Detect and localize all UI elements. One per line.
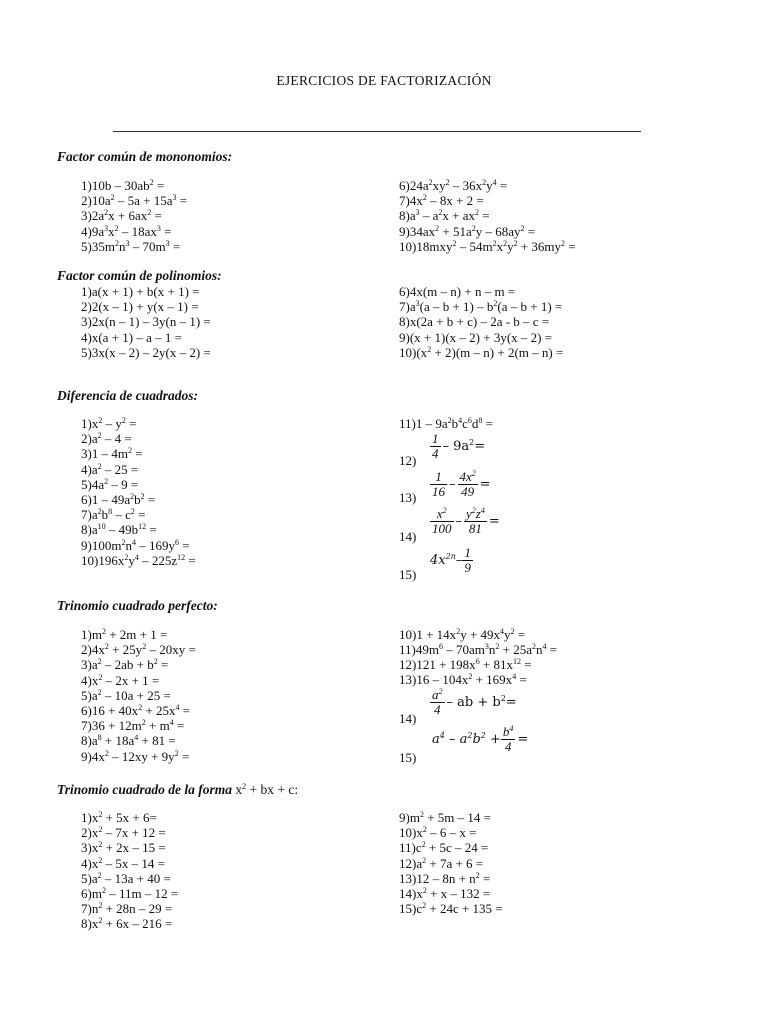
exercise-item [81, 416, 136, 431]
exercise-expression: $x^2 + 5x + 6=$ [91, 810, 157, 825]
exercise-item [81, 284, 200, 299]
exercise-number: 6) [399, 284, 410, 299]
exercise-number: 2) [81, 193, 92, 209]
exercise-item [399, 330, 552, 345]
exercise-item [399, 208, 490, 223]
exercise-number: 7) [81, 901, 92, 917]
exercise-item [81, 627, 167, 642]
exercise-item [399, 178, 507, 193]
exercise-expression: $a^3 - a^2x + ax^2$ = [409, 208, 490, 224]
exercise-number: 9) [399, 223, 410, 239]
exercise-number: 7) [399, 193, 410, 209]
exercise-number: 3) [81, 446, 92, 462]
exercise-number: 12) [399, 453, 417, 468]
exercise-number: 14) [399, 711, 417, 726]
exercise-item [81, 538, 190, 553]
exercise-item [81, 733, 176, 748]
exercise-number: 10) [81, 552, 99, 568]
exercise-number: 10) [399, 627, 417, 642]
exercise-number: 9) [81, 537, 92, 553]
exercise-item [81, 330, 182, 345]
exercise-expression: $16 + 40x^2 + 25x^4$ = [91, 703, 191, 718]
exercise-item [399, 871, 490, 886]
exercise-expression: $a^3(a - b + 1) - b^2(a - b + 1)$ = [409, 299, 563, 315]
exercise-expression: $4x^2 + 25y^2 - 20xy$ = [91, 642, 196, 658]
exercise-expression: $m^2 + 5m - 14$ = [409, 810, 491, 825]
exercise-item [81, 673, 159, 688]
exercise-number: 12) [399, 657, 417, 672]
exercise-expression: $a^2 - 10a + 25$ = [91, 687, 171, 703]
exercise-item [399, 529, 416, 544]
exercise-item [399, 314, 549, 329]
exercise-item [399, 657, 532, 672]
exercise-expression: $1 + 14x^2y + 49x^4y^2$ = [416, 627, 526, 642]
exercise-expression: $16 - 104x^2 + 169x^4$ = [416, 672, 527, 687]
exercise-expression: $10b - 30ab^2$ = [91, 178, 165, 193]
exercise-expression: $a^8 + 18a^4 + 81$ = [91, 733, 176, 749]
exercise-item [81, 553, 196, 568]
exercise-number: 14) [399, 529, 417, 544]
exercise-expression: $x^2 - 5x - 14$ = [91, 855, 165, 871]
exercise-expression: $34ax^2 + 51a^2y - 68ay^2$ = [409, 223, 536, 239]
formula-4-15: $a^4 - a^2b^2$ + $\frac{b^4}{4}$ = [432, 724, 529, 754]
exercise-expression: $n^2 + 28n - 29$ = [91, 901, 173, 917]
exercise-number: 13) [399, 672, 417, 687]
exercise-expression: x(a + 1) – a – 1 = [91, 329, 182, 345]
exercise-number: 8) [81, 522, 92, 538]
exercise-expression: 2(x – 1) + y(x – 1) = [91, 299, 199, 315]
exercise-expression: $a^2 + 7a + 6$ = [416, 855, 484, 871]
exercise-expression: $a^2 - 13a + 40$ = [91, 870, 171, 886]
exercise-number: 2) [81, 825, 92, 841]
exercise-expression: $36 + 12m^2 + m^4$ = [91, 718, 185, 734]
exercise-item [399, 567, 416, 582]
exercise-expression: $35m^2n^3 - 70m^3$ = [91, 238, 181, 254]
exercise-expression: (x + 1)(x – 2) + 3y(x – 2) = [409, 329, 553, 345]
exercise-number: 8) [81, 733, 92, 749]
section-title-factor-comun-monomios: Factor común de mononomios: [57, 149, 233, 164]
exercise-expression: 2x(n – 1) – 3y(n – 1) = [91, 314, 211, 330]
exercise-expression: $a^2 - 2ab + b^2$ = [91, 657, 169, 673]
exercise-number: 4) [81, 329, 92, 345]
exercise-expression: $c^2 + 24c + 135$ = [416, 901, 503, 917]
exercise-item [81, 178, 164, 193]
exercise-number: 5) [81, 238, 92, 254]
exercise-item [81, 886, 178, 901]
exercise-expression: $4x^2 - 12xy + 9y^2$ = [91, 748, 190, 764]
exercise-number: 8) [81, 916, 92, 932]
exercise-expression: $(x^2 + 2)(m - n) + 2(m - n)$ = [416, 344, 564, 360]
formula-13: $\frac{1}{16}$ – $\frac{4x^2}{49}$ = [432, 469, 491, 499]
exercise-item [81, 239, 180, 254]
exercise-expression: $196x^2y^4 - 225z^{12}$ = [98, 552, 196, 568]
exercise-item [81, 431, 132, 446]
exercise-number: 5) [81, 870, 92, 886]
exercise-number: 2) [81, 431, 92, 447]
title-divider [113, 131, 641, 132]
exercise-expression: $121 + 198x^6 + 81x^{12}$ = [416, 657, 532, 672]
exercise-number: 4) [81, 461, 92, 477]
exercise-item [81, 703, 190, 718]
exercise-number: 4) [81, 223, 92, 239]
exercise-item [399, 901, 503, 916]
exercise-item [399, 193, 484, 208]
exercise-number: 9) [399, 810, 410, 825]
exercise-expression: $1 - 49a^2b^2$ = [91, 492, 156, 507]
exercise-expression: a(x + 1) + b(x + 1) = [91, 284, 200, 299]
exercise-number: 10) [399, 238, 417, 254]
exercise-item [399, 299, 562, 314]
exercise-item [81, 657, 168, 672]
exercise-expression: 4x(m – n) + n – m = [409, 284, 516, 299]
exercise-item [81, 208, 162, 223]
exercise-expression: $a^{10} - 49b^{12}$ = [91, 522, 157, 538]
exercise-number: 3) [81, 657, 92, 673]
exercise-number: 1) [81, 284, 92, 299]
exercise-expression: $49m^6 - 70am^3n^2 + 25a^2n^4$ = [415, 642, 558, 657]
exercise-number: 3) [81, 314, 92, 330]
exercise-number: 15) [399, 750, 417, 765]
exercise-item [399, 810, 491, 825]
exercise-item [399, 672, 527, 687]
exercise-item [81, 856, 165, 871]
formula-12: $\frac{1}{4}$ – $9a^2=$ [432, 431, 486, 461]
exercise-number: 12) [399, 855, 417, 871]
exercise-item [399, 840, 488, 855]
exercise-number: 9) [399, 329, 410, 345]
exercise-item [81, 749, 189, 764]
exercise-item [81, 193, 187, 208]
exercise-expression: $x^2 - 2x + 1$ = [91, 672, 160, 688]
exercise-item [399, 642, 557, 657]
exercise-item [399, 239, 576, 254]
exercise-expression: $x^2 + 6x - 216$ = [91, 916, 173, 932]
exercise-item [81, 810, 157, 825]
exercise-item [399, 284, 515, 299]
exercise-expression: $x^2 - y^2$ = [91, 416, 137, 431]
exercise-item [399, 490, 416, 505]
exercise-item [399, 224, 535, 239]
exercise-item [81, 916, 172, 931]
exercise-item [81, 718, 184, 733]
exercise-number: 11) [399, 416, 416, 431]
exercise-number: 8) [399, 208, 410, 224]
exercise-number: 2) [81, 642, 92, 658]
section-title-trinomio-forma: Trinomio cuadrado de la forma $x^2$ + bx + c: [57, 782, 299, 797]
exercise-number: 6) [81, 492, 92, 507]
exercise-expression: $x^2 - 6$ – x = [416, 825, 477, 841]
exercise-number: 6) [81, 703, 92, 718]
exercise-number: 4) [81, 855, 92, 871]
exercise-expression: $18mxy^2 - 54m^2x^2y^2 + 36my^2$ = [416, 238, 576, 254]
exercise-number: 8) [399, 314, 410, 330]
fraction: $\frac{1}{4}$ [432, 431, 439, 461]
section-title-factor-comun-polinomios: Factor común de polinomios: [57, 268, 222, 283]
exercise-expression: $1 - 4m^2$ = [91, 446, 143, 462]
exercise-item [399, 711, 416, 726]
formula-15: $4x^{2n}-$ $\frac{1}{9}$ [430, 545, 471, 575]
exercise-expression: $c^2 + 5c - 24$ = [415, 840, 489, 856]
exercise-number: 1) [81, 810, 92, 825]
exercise-item [399, 750, 416, 765]
exercise-number: 5) [81, 344, 92, 360]
exercise-item [399, 856, 483, 871]
exercise-number: 11) [399, 840, 416, 856]
exercise-item [399, 627, 525, 642]
exercise-number: 3) [81, 840, 92, 856]
exercise-item [81, 446, 143, 461]
exercise-number: 10) [399, 825, 417, 841]
exercise-item [81, 492, 155, 507]
exercise-item [81, 299, 199, 314]
exercise-number: 1) [81, 178, 92, 193]
section-title-trinomio-cuadrado-perfecto: Trinomio cuadrado perfecto: [57, 598, 218, 613]
exercise-expression: $m^2 - 11m - 12$ = [91, 886, 179, 901]
exercise-expression: $1 - 9a^2b^4c^6d^8$ = [415, 416, 494, 431]
exercise-item [399, 453, 416, 468]
exercise-number: 9) [81, 748, 92, 764]
exercise-number: 10) [399, 344, 417, 360]
exercise-number: 15) [399, 901, 417, 917]
exercise-expression: x(2a + b + c) – 2a - b – c = [409, 314, 550, 330]
exercise-number: 13) [399, 870, 417, 886]
page-title: EJERCICIOS DE FACTORIZACIÓN [276, 73, 492, 88]
exercise-number: 11) [399, 642, 416, 657]
exercise-expression: $9a^3x^2 - 18ax^3$ = [91, 223, 172, 239]
exercise-item [81, 840, 166, 855]
exercise-item [81, 507, 146, 522]
exercise-item [81, 825, 166, 840]
exercise-number: 4) [81, 672, 92, 688]
exercise-expression: $100m^2n^4 - 169y^6$ = [91, 537, 190, 553]
exercise-number: 6) [81, 886, 92, 901]
exercise-item [81, 522, 157, 537]
exercise-item [399, 416, 493, 431]
exercise-item [81, 901, 172, 916]
exercise-expression: 3x(x – 2) – 2y(x – 2) = [91, 344, 211, 360]
exercise-number: 5) [81, 687, 92, 703]
formula-14: $\frac{x^2}{100}$ – $\frac{y^2z^4}{81}$ = [432, 506, 500, 536]
exercise-item [81, 345, 211, 360]
exercise-expression: $4a^2 - 9$ = [91, 476, 139, 492]
exercise-item [81, 688, 171, 703]
exercise-number: 6) [399, 178, 410, 193]
exercise-expression: $x^2 + 2x - 15$ = [91, 840, 166, 856]
exercise-item [81, 314, 211, 329]
exercise-number: 7) [81, 507, 92, 523]
formula-4-14: $\frac{a^2}{4}$ – ab + $b^2=$ [432, 687, 517, 717]
exercise-number: 1) [81, 416, 92, 431]
exercise-number: 5) [81, 476, 92, 492]
exercise-number: 3) [81, 208, 92, 224]
exercise-expression: $a^2 - 25$ = [91, 461, 139, 477]
exercise-expression: $24a^2xy^2 - 36x^2y^4$ = [409, 178, 508, 193]
exercise-expression: $2a^2x + 6ax^2$ = [91, 208, 162, 224]
exercise-number: 14) [399, 886, 417, 901]
exercise-item [399, 825, 476, 840]
exercise-item [81, 462, 138, 477]
exercise-number: 15) [399, 567, 417, 582]
exercise-item [81, 871, 171, 886]
exercise-expression: $12 - 8n + n^2$ = [416, 870, 491, 886]
exercise-expression: $a^2 - 4$ = [91, 431, 132, 447]
exercise-number: 13) [399, 490, 417, 505]
exercise-item [81, 224, 172, 239]
exercise-expression: $x^2 - 7x + 12$ = [91, 825, 166, 841]
section-title-diferencia-cuadrados: Diferencia de cuadrados: [57, 388, 198, 403]
exercise-expression: $m^2 + 2m + 1$ = [91, 627, 168, 642]
exercise-number: 7) [81, 718, 92, 734]
exercise-expression: $10a^2 - 5a + 15a^3$ = [91, 193, 188, 209]
exercise-number: 7) [399, 299, 410, 315]
exercise-expression: $a^2b^8 - c^2$ = [91, 507, 146, 523]
exercise-expression: $4x^2 - 8x + 2$ = [409, 193, 484, 209]
exercise-expression: $x^2 + x - 132$ = [416, 886, 491, 901]
exercise-item [81, 642, 196, 657]
exercise-number: 1) [81, 627, 92, 642]
exercise-number: 2) [81, 299, 92, 315]
exercise-item [81, 477, 138, 492]
exercise-item [399, 345, 563, 360]
exercise-item [399, 886, 490, 901]
